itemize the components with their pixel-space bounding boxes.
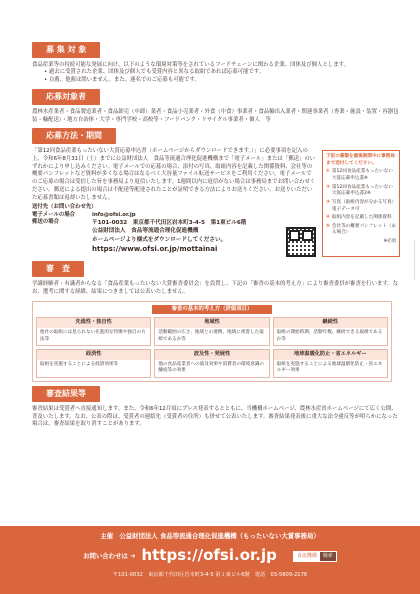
applicants-text: 農林水産業者・食品製造業者・食品卸売（中卸）業者・食品小売業者・外食（中食）事業者・食品輸出入業者・関連事業者（専業・施設・装置・容器包装・輸配送）・地方自治体・大学・専門学校・高校等・フードバンク・リサイクル事業者・個人 等 — [32, 108, 399, 123]
method-text: 「第12回食品産業もったいない大賞応募申込書（ホームページからダウンロードできます。）」に必要事項を記入の上、令和6年8月31日（土）までに公益財団法人 食品等流通合理化促進機構まで「電子メール」または「郵送」のいずれかにより申し込みください。電子メールでの応募の場合、添付の写真、取組内容を記載した関係資料、会社等の概要パンフレットなど資料が多くなる場合はなるべく大容量ファイル転送サービスをご利用ください。電子メールでのご応募の場合は受信した旨を事務局より返信いたします。1週間以内に返信がない場合は事務局までお問い合わせください。郵送による提出の場合は不配達等配達されたことが証明できる方法によりお送りください。お送りいただいた応募書類は返却いたしません。 — [32, 147, 316, 201]
eligibility-bullet: • 自薦、他薦は問いません。また、連名でのご応募も可能です。 — [44, 77, 400, 85]
download-note: ホームページより様式をダウンロードしてください。 — [92, 236, 227, 243]
qr-code[interactable] — [286, 227, 316, 257]
method-section — [32, 148, 400, 257]
criteria-cell: 継続性 取組の開始時期、活動年数、継続できる取組であるか等 — [273, 317, 388, 346]
required-doc-item: ② 第12回食品産業もったいない大賞応募申込書2※ — [326, 184, 393, 197]
search-button[interactable]: 検索 — [320, 552, 336, 561]
required-docs-box — [322, 150, 400, 257]
footer-sponsor: 主催 公益財団法人 食品等流通合理化促進機構（もったいない大賞事務局） — [100, 532, 320, 540]
email-label: 電子メールの場合 — [32, 211, 76, 218]
criteria-box — [32, 301, 392, 383]
footer-url-link[interactable]: https://ofsi.or.jp — [141, 546, 277, 565]
method-heading: 応募方法・期間 — [32, 128, 116, 144]
eligibility-bullet: • 過去に受賞された企業、団体及び個人でも受賞内容と異なる取組であれば応募可能です。 — [44, 69, 400, 77]
announce-text: 審査結果は受賞者へ直接通知します。また、令和6年12月頃にプレス発表するとともに、当機構ホームページ、農林水産省ホームページにて広く公開、普及いたします。なお、公表の際は、受賞者の連絡先（受賞者の住所）も併せて公表いたします。審査結果発表後に重大な法令違反等が明らかになった場合は、審査結果を取り消すことがあります。 — [32, 405, 398, 428]
search-box[interactable] — [293, 551, 337, 562]
applicants-heading: 応募対象者 — [32, 89, 100, 105]
org-name: 公益財団法人 食品等流通合理化促進機構 — [92, 228, 199, 235]
criteria-cell: 先進性・独自性 他社の取組には見られない先進的な特徴や独自の方法等 — [36, 317, 151, 346]
post-label: 郵送の場合 — [32, 219, 59, 226]
required-note: ※必須 — [383, 239, 396, 245]
download-url[interactable]: https://www.ofsi.or.jp/mottainai — [92, 244, 218, 253]
review-text: 学識経験者・有識者からなる「食品産業もったいない大賞審査委員会」を設置し、下記の「審査の基本的考え方」により審査委員が審査を行います。なお、選考に関する経緯、結果につきましては公表いたしません。 — [32, 280, 399, 295]
required-doc-item: ③ 写真（取組内容が分かる写真）電子データ可 — [326, 199, 394, 212]
required-docs-title: 下記の書類を最後期間中に事務局まで送付してください。 — [326, 153, 395, 166]
eligibility-heading: 募 集 対 象 — [32, 42, 100, 58]
eligibility-intro: 食品産業等の持続可能な発展に向け、以下のような環境対策等をされているフードチェーンに関わる企業、団体及び個人とします。 — [32, 61, 349, 68]
criteria-cell: 波及性・発展性 他の食品産業者への波及効果や消費者の環境意識の醸成等の効果 — [154, 349, 269, 378]
eligibility-bullets — [44, 69, 400, 85]
footer-contact-label: お問い合わせは ➜ — [83, 551, 136, 560]
criteria-cell: 地球温暖化防止・省エネルギー 取組を実施することによる地球温暖化防止・省エネルギー効果 — [273, 349, 388, 378]
criteria-cell: 経済性 取組を実施することによる経済効果等 — [36, 349, 151, 378]
announce-heading: 審査結果等 — [32, 386, 100, 402]
required-doc-item: ① 第12回食品産業もったいない大賞応募申込書※ — [326, 169, 393, 181]
send-to-label: 送付先（お問い合わせ先） — [32, 203, 97, 210]
side-decoration — [414, 240, 416, 280]
search-query: 食流機構 — [296, 552, 317, 559]
required-doc-item: ⑤ 会社等の概要パンフレット（ある場合） — [326, 223, 396, 236]
email-link[interactable]: info@ofsi.or.jp — [92, 211, 136, 218]
required-doc-item: ④ 取組内容を記載した関係資料 — [326, 215, 392, 221]
post-address: 〒101-0032 東京都千代田区岩本町3-4-5 第1東ビル6階 — [92, 220, 247, 227]
review-heading: 審 査 — [32, 261, 84, 277]
footer-address: 〒101-0032 東京都千代田区岩本町3-4-5 第１東ビル6階 電話 03-5809-2176 — [112, 572, 308, 579]
criteria-cell: 地域性 活動範囲の広さ、地域との連携、地域に密着した取組であるか等 — [154, 317, 269, 346]
footer — [0, 526, 420, 594]
criteria-title: 審査の基本的考え方（評価項目） — [152, 305, 272, 315]
